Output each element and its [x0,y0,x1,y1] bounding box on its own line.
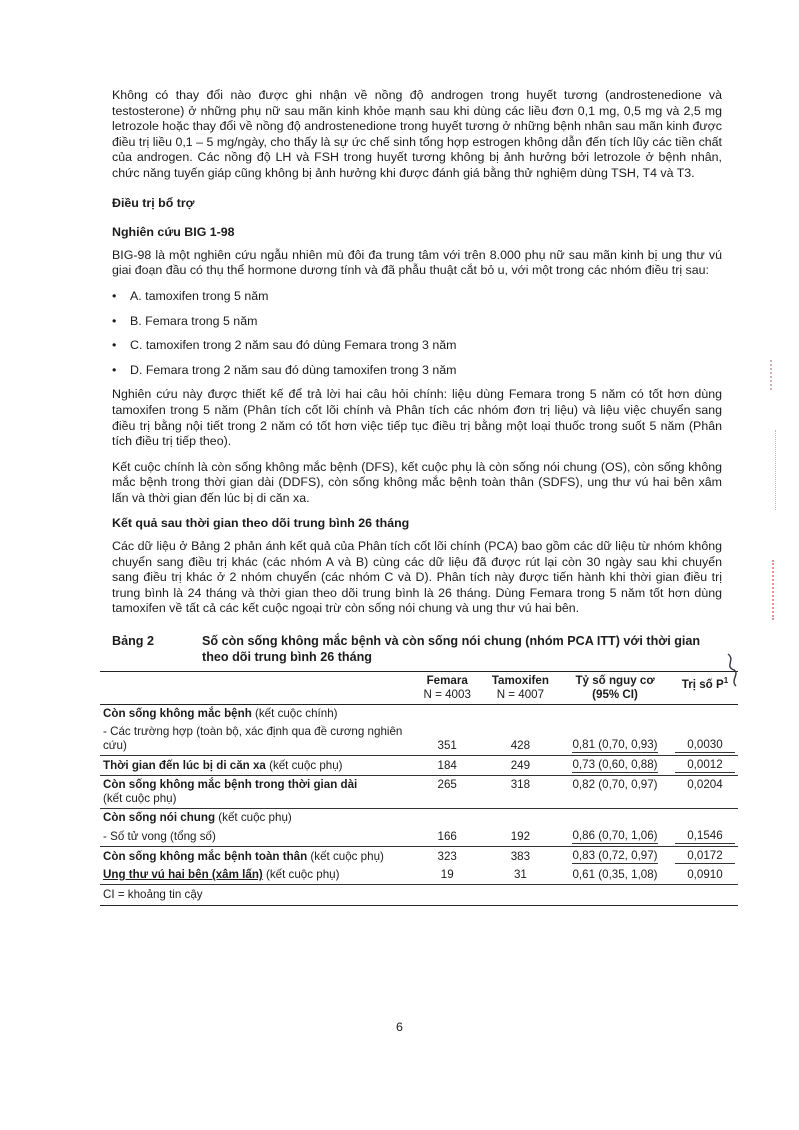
table-title: Số còn sống không mắc bệnh và còn sống nói chung (nhóm PCA ITT) với thời gian theo dõi trung bình 26 tháng [202,634,701,665]
table-number: Bảng 2 [112,634,154,649]
big-paragraph: BIG-98 là một nghiên cứu ngẫu nhiên mù đôi đa trung tâm với trên 8.000 phụ nữ sau mãn kinh bị ung thư vú giai đoạn đầu có thụ thể hormone dương tính và đã phẫu thuật cắt bỏ u, với một trong các nhóm điều trị sau: [112,247,722,278]
list-item: • A. tamoxifen trong 5 năm [112,289,722,305]
list-item: • D. Femara trong 2 năm sau đó dùng tamoxifen trong 3 năm [112,363,722,379]
heading-results: Kết quả sau thời gian theo dõi trung bình 26 tháng [112,516,410,531]
document-page [103,88,729,906]
heading-adjuvant: Điều trị bổ trợ [112,195,195,210]
table-row: Thời gian đến lúc bị di căn xa (kết cuộc phụ) 184 249 0,73 (0,60, 0,88) 0,0012 [100,756,738,776]
table-row: - Số tử vong (tổng số) 166 192 0,86 (0,70, 1,06) 0,1546 [100,827,738,847]
intro-paragraph: Không có thay đổi nào được ghi nhận về nồng độ androgen trong huyết tương (androstenedione và testosterone) ở những phụ nữ sau mãn kinh khỏe mạnh sau khi dùng các liều đơn 0,1 mg, 0,5 mg và 2,5 mg letrozole hoặc thay đổi về nồng độ androstenedione trong huyết tương ở những bệnh nhân sau mãn kinh được điều trị liều 0,1 – 5 mg/ngày, cho thấy là sự ức chế sinh tổng hợp estrogen không dẫn đến tích lũy các tiền chất của androgen. Các nồng độ LH và FSH trong huyết tương không bị ảnh hưởng bởi letrozole ở bệnh nhân, chức năng tuyến giáp cũng không bị ảnh hưởng khi được đánh giá bằng thử nghiệm dùng TSH, T4 và T3. [112,88,723,180]
treatment-arms-list [112,289,722,378]
margin-stamp-mark [775,430,780,510]
table-footnote-row [100,885,738,906]
table-row: - Các trường hợp (toàn bộ, xác định qua đề cương nghiên cứu) 351 428 0,81 (0,70, 0,93) 0,0030 [100,723,738,756]
results-table [100,671,738,906]
list-item: • B. Femara trong 5 năm [112,314,722,330]
margin-stamp-mark [770,360,778,390]
header-femara: Femara N = 4003 [423,674,471,702]
header-tamoxifen: Tamoxifen N = 4007 [491,674,549,702]
table-footnote: CI = khoảng tin cậy [103,888,203,902]
heading-big-study: Nghiên cứu BIG 1-98 [112,225,235,240]
margin-stamp-mark [772,560,780,620]
header-p-value: Trị số $P^1$ [681,676,729,691]
endpoints-paragraph: Kết cuộc chính là còn sống không mắc bệnh (DFS), kết cuộc phụ là còn sống nói chung (OS), còn sống không mắc bệnh trong thời gian dài (DDFS), còn sống không mắc bệnh toàn thân (SDFS), ung thư vú hai bên xâm lấn và thời gian đến lúc bị di căn xa. [112,459,722,505]
header-blank [100,672,412,705]
table-row: Còn sống nói chung (kết cuộc phụ) [100,809,738,828]
results-paragraph: Các dữ liệu ở Bảng 2 phản ánh kết quả của Phân tích cốt lõi chính (PCA) bao gồm các dữ liệu từ nhóm không chuyển sang điều trị khác (các nhóm A và B) cùng các dữ liệu đã được rút lại còn 30 ngày sau khi chuyển sang điều trị khác ở 2 nhóm chuyển (các nhóm C và D). Phân tích này được tiến hành khi thời gian điều trị trung bình là 24 tháng và thời gian theo dõi trung bình là 26 tháng. Dùng Femara trong 5 năm tốt hơn dùng tamoxifen về tất cả các kết cuộc ngoại trừ còn sống nói chung và ung thư vú hai bên. [112,539,722,616]
table-caption [112,633,722,665]
table-row: Còn sống không mắc bệnh trong thời gian dài (kết cuộc phụ) 265 318 0,82 (0,70, 0,97) 0,0204 [100,776,738,809]
table-row: Còn sống không mắc bệnh toàn thân (kết cuộc phụ) 323 383 0,83 (0,72, 0,97) 0,0172 [100,847,738,867]
table-row: Ung thư vú hai bên (xâm lấn) (kết cuộc phụ) 19 31 0,61 (0,35, 1,08) 0,0910 [103,868,723,882]
table-header-row [100,672,738,705]
handwritten-signature-icon [722,650,746,690]
page-number: 6 [396,1020,403,1034]
list-item: • C. tamoxifen trong 2 năm sau đó dùng Femara trong 3 năm [112,338,722,354]
header-hazard-ratio: Tỷ số nguy cơ (95% CI) [575,674,655,702]
table-row: Còn sống không mắc bệnh (kết cuộc chính) [103,707,338,721]
design-paragraph: Nghiên cứu này được thiết kế để trả lời hai câu hỏi chính: liệu dùng Femara trong 5 năm có tốt hơn dùng tamoxifen trong 5 năm (Phân tích cốt lõi chính và Phân tích các nhóm đơn trị liệu) và liệu việc chuyển sang điều trị bằng nội tiết trong 2 năm có tốt hơn việc tiếp tục điều trị bằng một loại thuốc trong suốt 5 năm (Phân tích điều trị tiếp theo). [112,387,722,449]
